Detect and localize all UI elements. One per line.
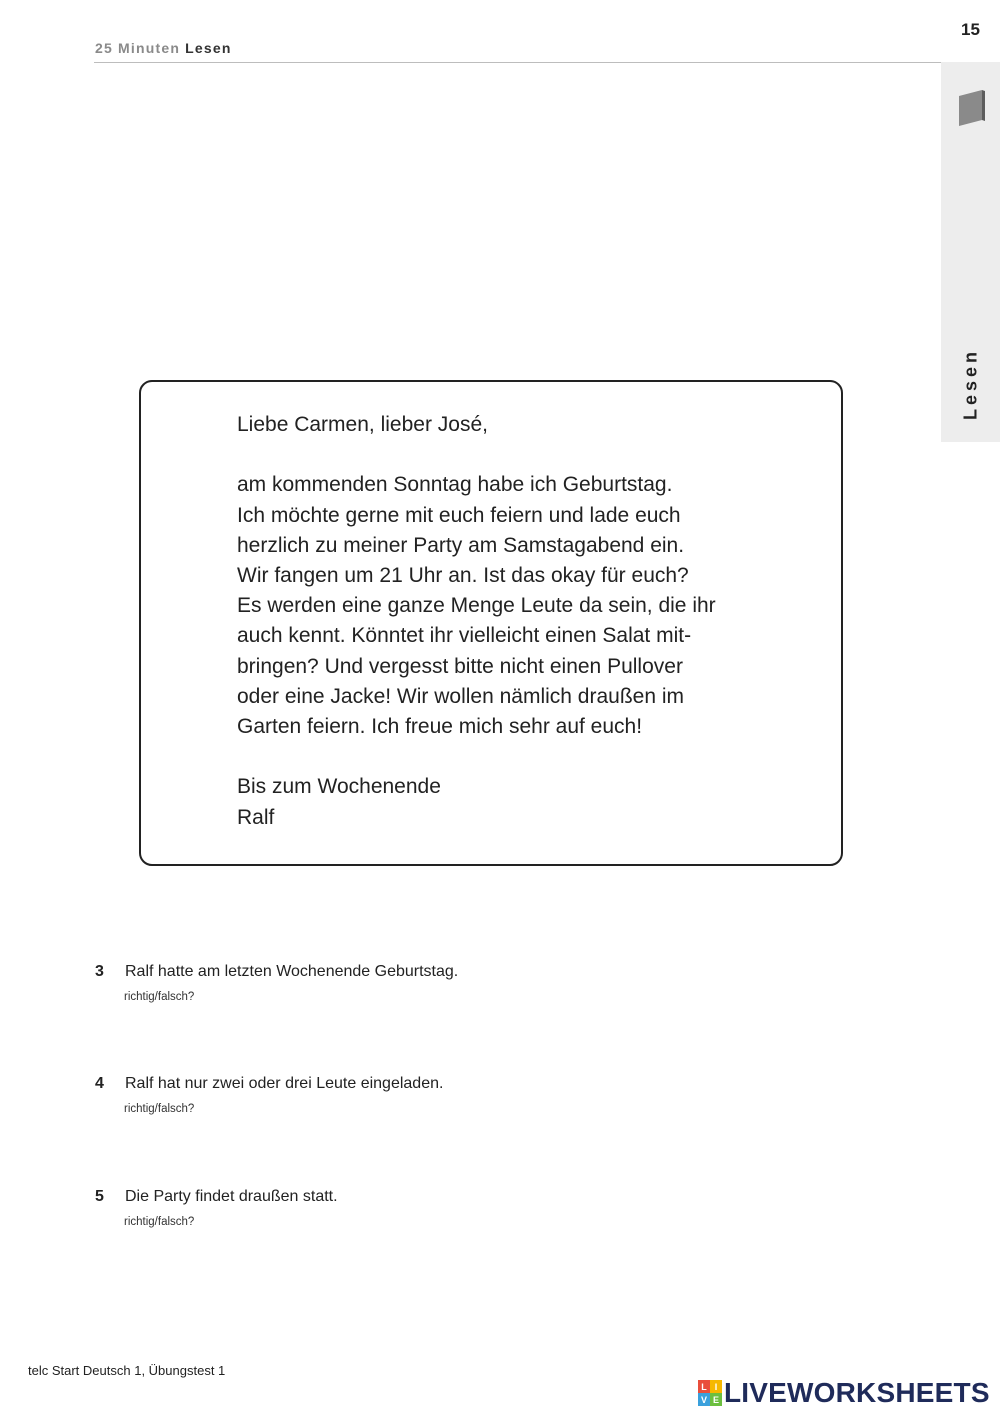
header-divider <box>94 62 941 63</box>
letter-line: Wir fangen um 21 Uhr an. Ist das okay für euch? <box>237 564 689 587</box>
letter-text <box>237 410 797 833</box>
side-tab-label: Lesen <box>960 347 981 421</box>
answer-hint[interactable]: richtig/falsch? <box>124 991 195 1003</box>
question-number: 5 <box>95 1188 104 1205</box>
letter-signature: Ralf <box>237 805 275 829</box>
question-text: Ralf hatte am letzten Wochenende Geburtstag. <box>125 963 459 980</box>
liveworksheets-brand[interactable] <box>698 1375 990 1411</box>
answer-hint[interactable]: richtig/falsch? <box>124 1216 195 1228</box>
book-icon <box>956 88 986 126</box>
letter-closing: Bis zum Wochenende <box>237 775 441 799</box>
question-number: 3 <box>95 963 104 980</box>
question-text: Ralf hat nur zwei oder drei Leute eingeladen. <box>125 1075 444 1092</box>
logo-letter: L <box>698 1380 710 1393</box>
liveworksheets-logo-icon <box>698 1380 722 1406</box>
page-header <box>95 40 232 56</box>
letter-line: Es werden eine ganze Menge Leute da sein, die ihr <box>237 594 716 618</box>
letter-line: am kommenden Sonntag habe ich Geburtstag. <box>237 473 673 497</box>
letter-line: oder eine Jacke! Wir wollen nämlich draußen im <box>237 684 685 708</box>
question-number: 4 <box>95 1075 104 1092</box>
logo-letter: V <box>698 1393 710 1406</box>
time-label: 25 Minuten <box>95 40 181 56</box>
letter-line: Ich möchte gerne mit euch feiern und lade euch <box>237 503 681 527</box>
answer-hint[interactable]: richtig/falsch? <box>124 1103 195 1115</box>
letter-line: Garten feiern. Ich freue mich sehr auf euch! <box>237 715 643 739</box>
letter-line: herzlich zu meiner Party am Samstagabend ein. <box>237 533 685 557</box>
letter-line: auch kennt. Könntet ihr vielleicht einen Salat mit- <box>237 624 692 648</box>
question-text: Die Party findet draußen statt. <box>125 1188 338 1205</box>
brand-name: LIVEWORKSHEETS <box>724 1377 990 1408</box>
page-number: 15 <box>961 20 980 39</box>
section-title: Lesen <box>185 40 232 56</box>
logo-letter: I <box>710 1380 722 1393</box>
letter-line: bringen? Und vergesst bitte nicht einen Pullover <box>237 654 683 678</box>
footer-source: telc Start Deutsch 1, Übungstest 1 <box>28 1363 226 1378</box>
letter-greeting: Liebe Carmen, lieber José, <box>237 413 488 436</box>
logo-letter: E <box>710 1393 722 1406</box>
